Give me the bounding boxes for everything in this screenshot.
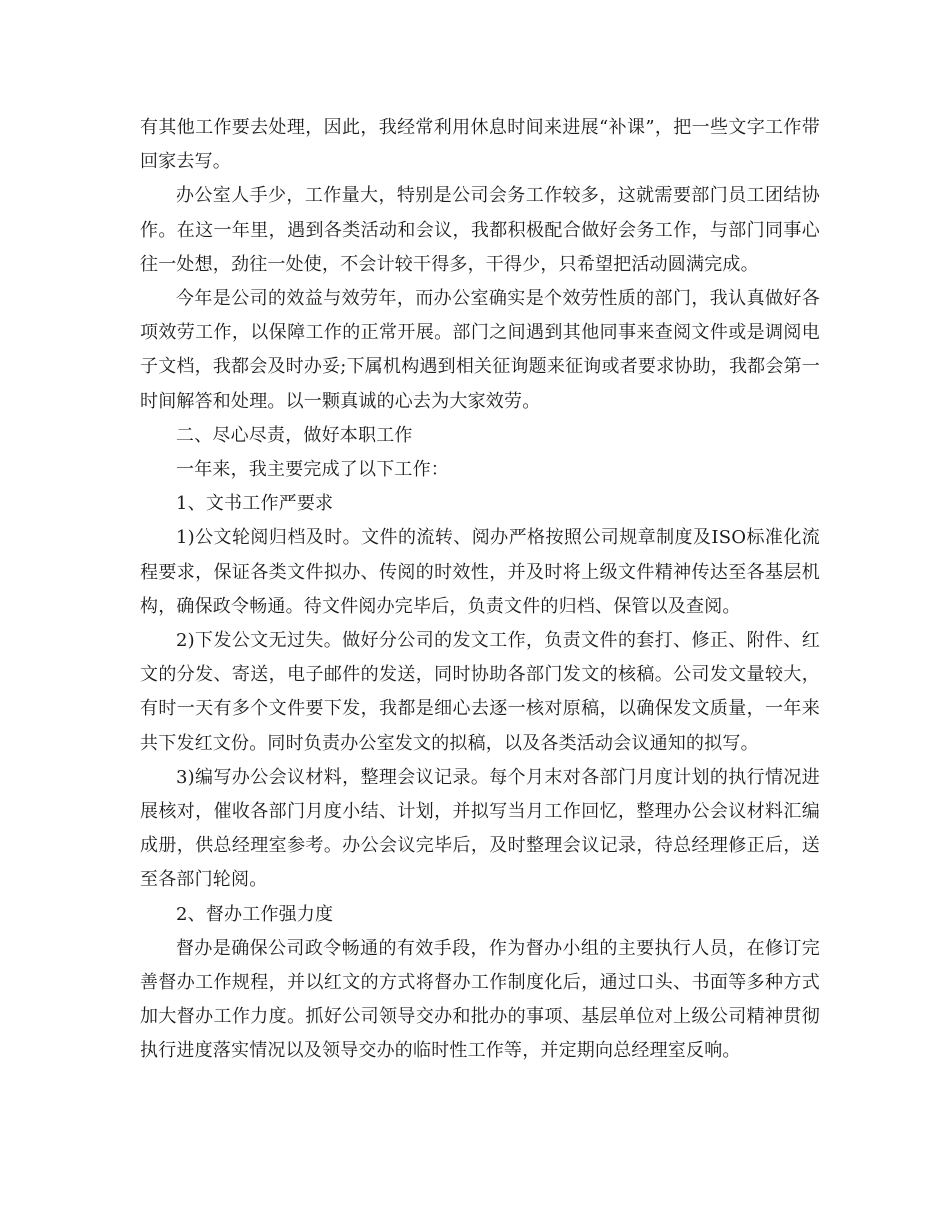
paragraph-supervision: 督办是确保公司政令畅通的有效手段，作为督办小组的主要执行人员，在修订完善督办工作规程，并以红文的方式将督办工作制度化后，通过口头、书面等多种方式加大督办工作力度。抓好公司领导交办和批办的事项、基层单位对上级公司精神贯彻执行进度落实情况以及领导交办的临时性工作等，并定期向总经理室反响。: [140, 937, 820, 1062]
paragraph-document-archiving: 1)公文轮阅归档及时。文件的流转、阅办严格按照公司规章制度及ISO标准化流程要求，保证各类文件拟办、传阅的时效性，并及时将上级文件精神传达至各基层机构，确保政令畅通。待文件阅办完毕后，负责文件的归档、保管以及查阅。: [140, 527, 820, 617]
paragraph-meeting-materials: 3)编写办公会议材料，整理会议记录。每个月末对各部门月度计划的执行情况进展核对，催收各部门月度小结、计划，并拟写当月工作回忆，整理办公会议材料汇编成册，供总经理室参考。办公会议完毕后，及时整理会议记录，待总经理修正后，送至各部门轮阅。: [140, 766, 820, 891]
section-heading-duties: 二、尽心尽责，做好本职工作: [176, 424, 413, 446]
paragraph-office-teamwork: 办公室人手少，工作量大，特别是公司会务工作较多，这就需要部门员工团结协作。在这一年里，遇到各类活动和会议，我都积极配合做好会务工作，与部门同事心往一处想，劲往一处使，不会计较干得多，干得少，只希望把活动圆满完成。: [140, 185, 820, 275]
paragraph-continued: 有其他工作要去处理，因此，我经常利用休息时间来进展“补课”，把一些文字工作带回家去写。: [140, 117, 820, 173]
paragraph-document-issuing: 2)下发公文无过失。做好分公司的发文工作，负责文件的套打、修正、附件、红文的分发、寄送，电子邮件的发送，同时协助各部门发文的核稿。公司发文量较大，有时一天有多个文件要下发，我都是细心去逐一核对原稿，以确保发文质量，一年来共下发红文份。同时负责办公室发文的拟稿，以及各类活动会议通知的拟写。: [140, 630, 820, 754]
paragraph-work-intro: 一年来，我主要完成了以下工作：: [176, 459, 449, 481]
subheading-supervision-work: 2、督办工作强力度: [176, 903, 334, 925]
subheading-clerical-work: 1、文书工作严要求: [176, 493, 334, 515]
document-body: [140, 111, 820, 1069]
paragraph-service-year: 今年是公司的效益与效劳年，而办公室确实是个效劳性质的部门，我认真做好各项效劳工作，以保障工作的正常开展。部门之间遇到其他同事来查阅文件或是调阅电子文档，我都会及时办妥;下属机构遇到相关征询题来征询或者要求协助，我都会第一时间解答和处理。以一颗真诚的心去为大家效劳。: [140, 288, 820, 412]
